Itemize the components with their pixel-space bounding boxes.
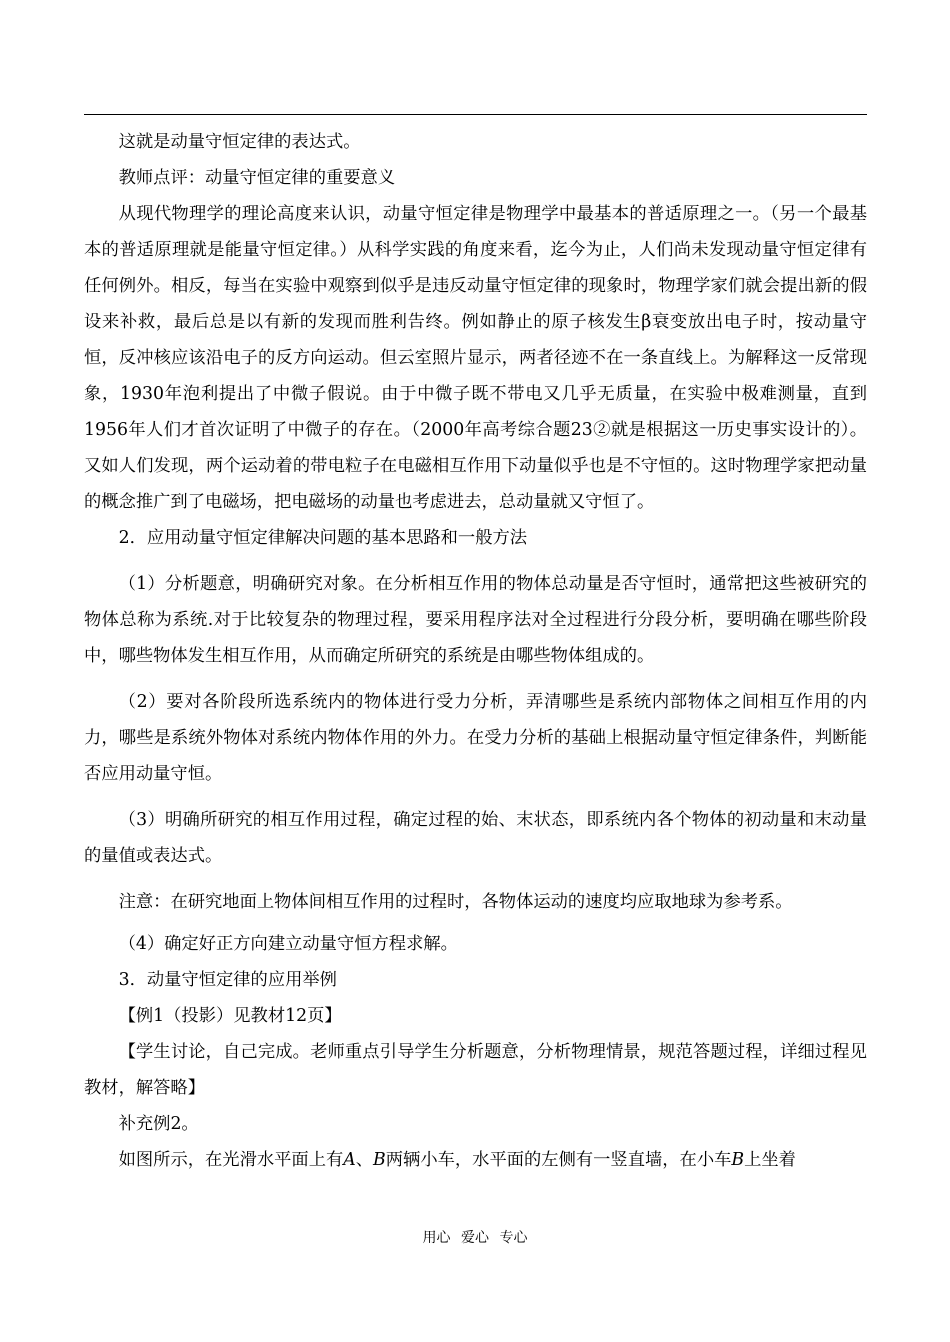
- paragraph-example-2-problem: [84, 1142, 867, 1178]
- problem-separator: 、: [355, 1150, 374, 1170]
- paragraph-significance: 从现代物理学的理论高度来认识，动量守恒定律是物理学中最基本的普适原理之一。（另一个最基本的普适原理就是能量守恒定律。）从科学实践的角度来看，迄今为止，人们尚未发现动量守恒定律有任何例外。相反，每当在实验中观察到似乎是违反动量守恒定律的现象时，物理学家们就会提出新的假设来补救，最后总是以有新的发现而胜利告终。例如静止的原子核发生β衰变放出电子时，按动量守恒，反冲核应该沿电子的反方向运动。但云室照片显示，两者径迹不在一条直线上。为解释这一反常现象，1930年泡利提出了中微子假说。由于中微子既不带电又几乎无质量，在实验中极难测量，直到1956年人们才首次证明了中微子的存在。（2000年高考综合题23②就是根据这一历史事实设计的）。又如人们发现，两个运动着的带电粒子在电磁相互作用下动量似乎也是不守恒的。这时物理学家把动量的概念推广到了电磁场，把电磁场的动量也考虑进去，总动量就又守恒了。: [84, 204, 867, 512]
- header-rule: [84, 114, 867, 115]
- paragraph-teacher-comment: 教师点评：动量守恒定律的重要意义: [118, 168, 396, 188]
- paragraph-example-2: 补充例2。: [118, 1114, 199, 1134]
- paragraph-student-discussion: 【学生讨论，自己完成。老师重点引导学生分析题意，分析物理情景，规范答题过程，详细过程见教材，解答略】: [84, 1042, 867, 1098]
- problem-text-part3: 上坐着: [744, 1150, 796, 1170]
- variable-b: B: [373, 1150, 386, 1170]
- paragraph-step-4: （4）确定好正方向建立动量守恒方程求解。: [118, 934, 458, 954]
- paragraph-step-2: （2）要对各阶段所选系统内的物体进行受力分析，弄清哪些是系统内部物体之间相互作用的内力，哪些是系统外物体对系统内物体作用的外力。在受力分析的基础上根据动量守恒定律条件，判断能否应用动量守恒。: [84, 692, 867, 784]
- paragraph-step-1: （1）分析题意，明确研究对象。在分析相互作用的物体总动量是否守恒时，通常把这些被研究的物体总称为系统.对于比较复杂的物理过程，要采用程序法对全过程进行分段分析，要明确在哪些阶段中，哪些物体发生相互作用，从而确定所研究的系统是由哪些物体组成的。: [84, 574, 867, 666]
- paragraph-step-3: （3）明确所研究的相互作用过程，确定过程的始、末状态，即系统内各个物体的初动量和末动量的量值或表达式。: [84, 810, 867, 866]
- paragraph-example-1: 【例1（投影）见教材12页】: [118, 1006, 342, 1026]
- variable-a: A: [343, 1150, 356, 1170]
- heading-section-2: 2．应用动量守恒定律解决问题的基本思路和一般方法: [118, 528, 528, 548]
- heading-section-3: 3．动量守恒定律的应用举例: [118, 970, 337, 990]
- problem-text-part1: 如图所示，在光滑水平面上有: [118, 1150, 344, 1170]
- document-body: [84, 124, 867, 1178]
- problem-text-part2: 两辆小车，水平面的左侧有一竖直墙，在小车: [385, 1150, 732, 1170]
- variable-b-second: B: [731, 1150, 745, 1170]
- paragraph-expression: 这就是动量守恒定律的表达式。: [118, 132, 361, 152]
- paragraph-note: 注意：在研究地面上物体间相互作用的过程时，各物体运动的速度均应取地球为参考系。: [118, 892, 793, 912]
- page-footer: 用心 爱心 专心: [422, 1230, 528, 1246]
